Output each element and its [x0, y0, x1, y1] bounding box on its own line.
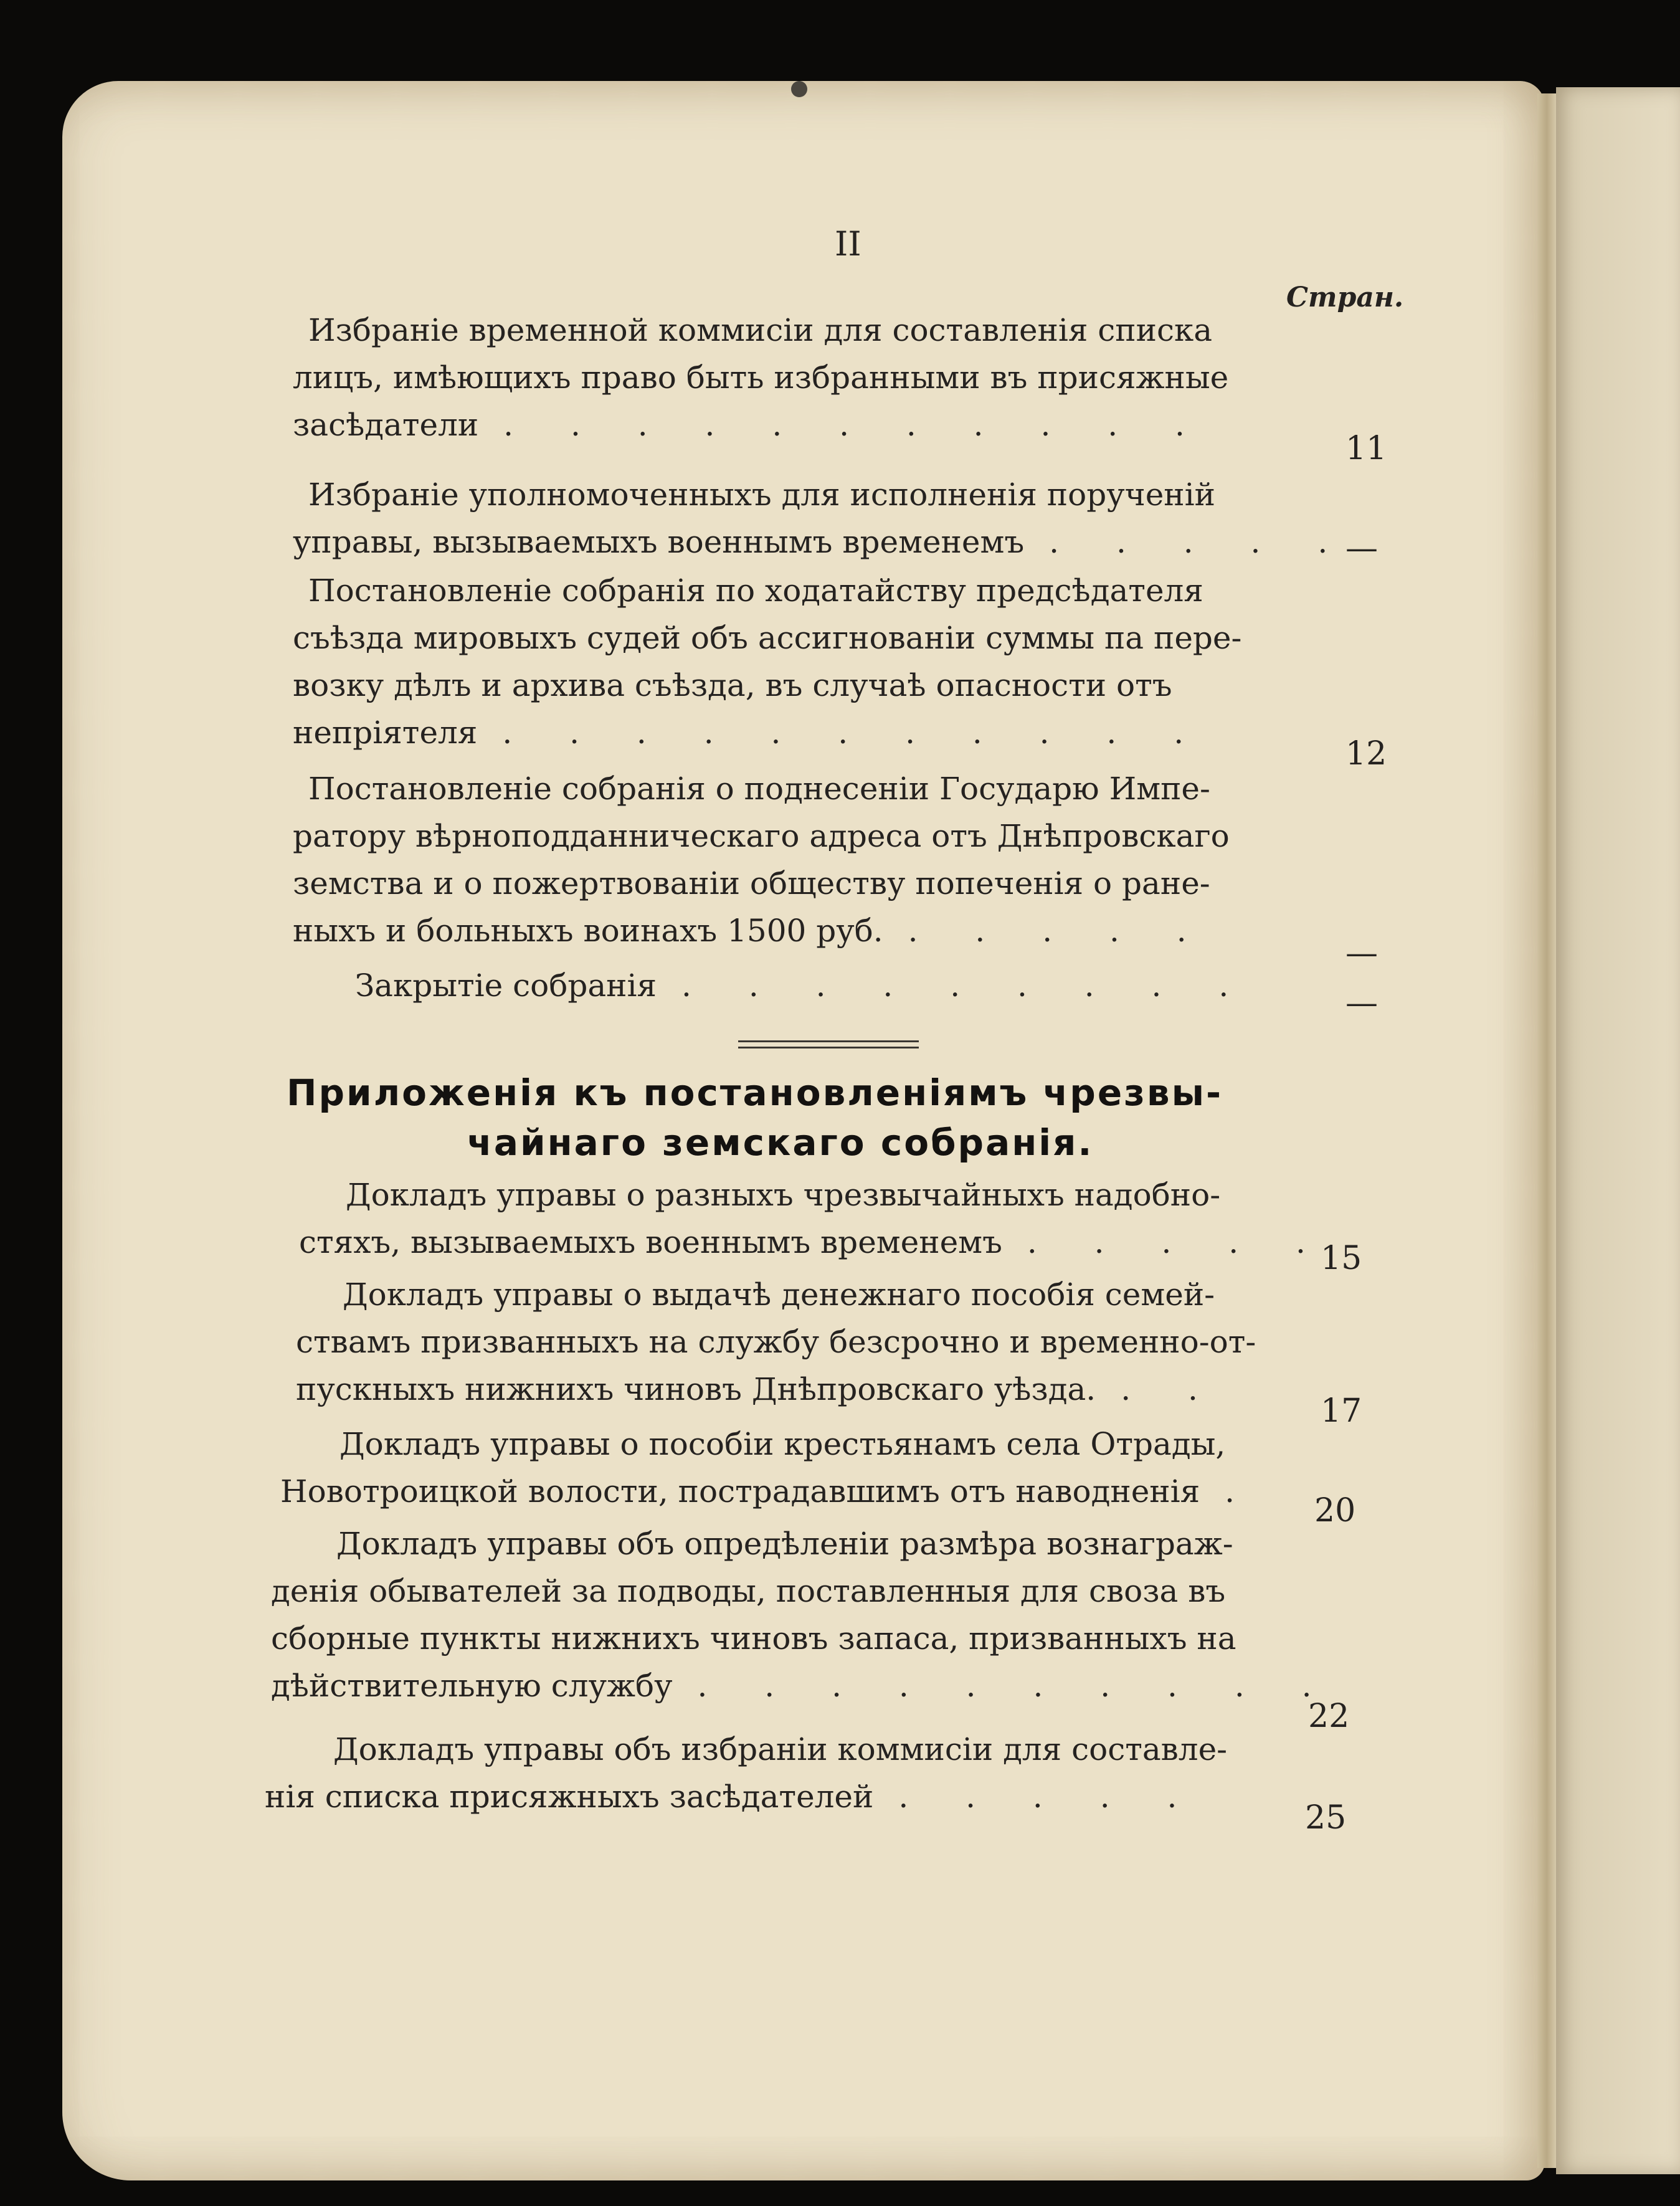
page-ref: 20: [1314, 1492, 1356, 1529]
page-ref: 22: [1308, 1698, 1350, 1735]
toc-entry: Закрытіе собранія . . . . . . . . .: [355, 968, 1253, 1004]
toc-entry: Докладъ управы о разныхъ чрезвычайныхъ надобно- стяхъ, вызываемыхъ военнымъ временемъ . . . . .: [299, 1177, 1329, 1260]
dot-leader: . . . . .: [908, 913, 1210, 949]
toc-entry: Постановленіе собранія по ходатайству предсѣдателя съѣзда мировыхъ судей объ ассигнованіи суммы па пере- возку дѣлъ и архива съѣзда, въ случаѣ опасности отъ непріятеля . . . . . . . . . . .: [293, 573, 1242, 751]
section-heading-line2: чайнаго земскаго собранія.: [467, 1121, 1094, 1164]
pages-column-label: Стран.: [1286, 282, 1404, 313]
page-ref: 25: [1305, 1799, 1347, 1837]
page-ref: 15: [1321, 1240, 1362, 1277]
dot-leader: . .: [1121, 1371, 1222, 1407]
page-ref: 11: [1345, 430, 1387, 467]
dot-leader: . . . . .: [1049, 524, 1352, 560]
toc-entry: Докладъ управы объ опредѣленіи размѣра вознаграж- денія обывателей за подводы, поставленныя для своза въ сборные пункты нижнихъ чиновъ запаса, призванныхъ на дѣйствительную службу . . . . . . . . . .: [271, 1526, 1336, 1704]
dot-leader: . . . . . . . . . . .: [502, 715, 1208, 751]
dot-leader: . . . . .: [898, 1779, 1201, 1815]
page-ref: —: [1345, 530, 1378, 567]
dot-leader: .: [1225, 1473, 1259, 1509]
toc-entry: Постановленіе собранія о поднесеніи Государю Импе- ратору вѣрноподданническаго адреса отъ Днѣпровскаго земства и о пожертвованіи обществу попеченія о ране- ныхъ и больныхъ воинахъ 1500 руб. . . . . .: [293, 771, 1230, 949]
page-number: II: [835, 224, 861, 264]
section-heading-line1: Приложенія къ постановленіямъ чрезвы-: [287, 1072, 1223, 1114]
toc-entry: Избраніе уполномоченныхъ для исполненія порученій управы, вызываемыхъ военнымъ временемъ . . . . .: [293, 477, 1352, 560]
page-ref: 17: [1321, 1392, 1362, 1430]
separator-rule: [738, 1047, 919, 1048]
separator-rule: [738, 1040, 919, 1042]
toc-entry: Докладъ управы о выдачѣ денежнаго пособія семей- ствамъ призванныхъ на службу безсрочно и временно-от- пускныхъ нижнихъ чиновъ Днѣпровскаго уѣзда. . .: [296, 1277, 1256, 1407]
toc-entry: Докладъ управы о пособіи крестьянамъ села Отрады, Новотроицкой волости, пострадавшимъ отъ наводненія .: [280, 1426, 1259, 1509]
toc-entry: Избраніе временной коммисіи для составленія списка лицъ, имѣющихъ право быть избранными въ присяжные засѣдатели . . . . . . . . . . .: [293, 312, 1229, 443]
dot-leader: . . . . . . . . . .: [697, 1668, 1336, 1704]
toc-entry: Докладъ управы объ избраніи коммисіи для составле- нія списка присяжныхъ засѣдателей . . . . .: [265, 1731, 1228, 1815]
page-ref: 12: [1345, 735, 1387, 773]
dot-leader: . . . . . . . . .: [681, 968, 1253, 1004]
dot-leader: . . . . .: [1027, 1224, 1329, 1260]
page-ref: —: [1345, 984, 1378, 1022]
dot-leader: . . . . . . . . . . .: [503, 407, 1208, 443]
page-ref: —: [1345, 934, 1378, 972]
